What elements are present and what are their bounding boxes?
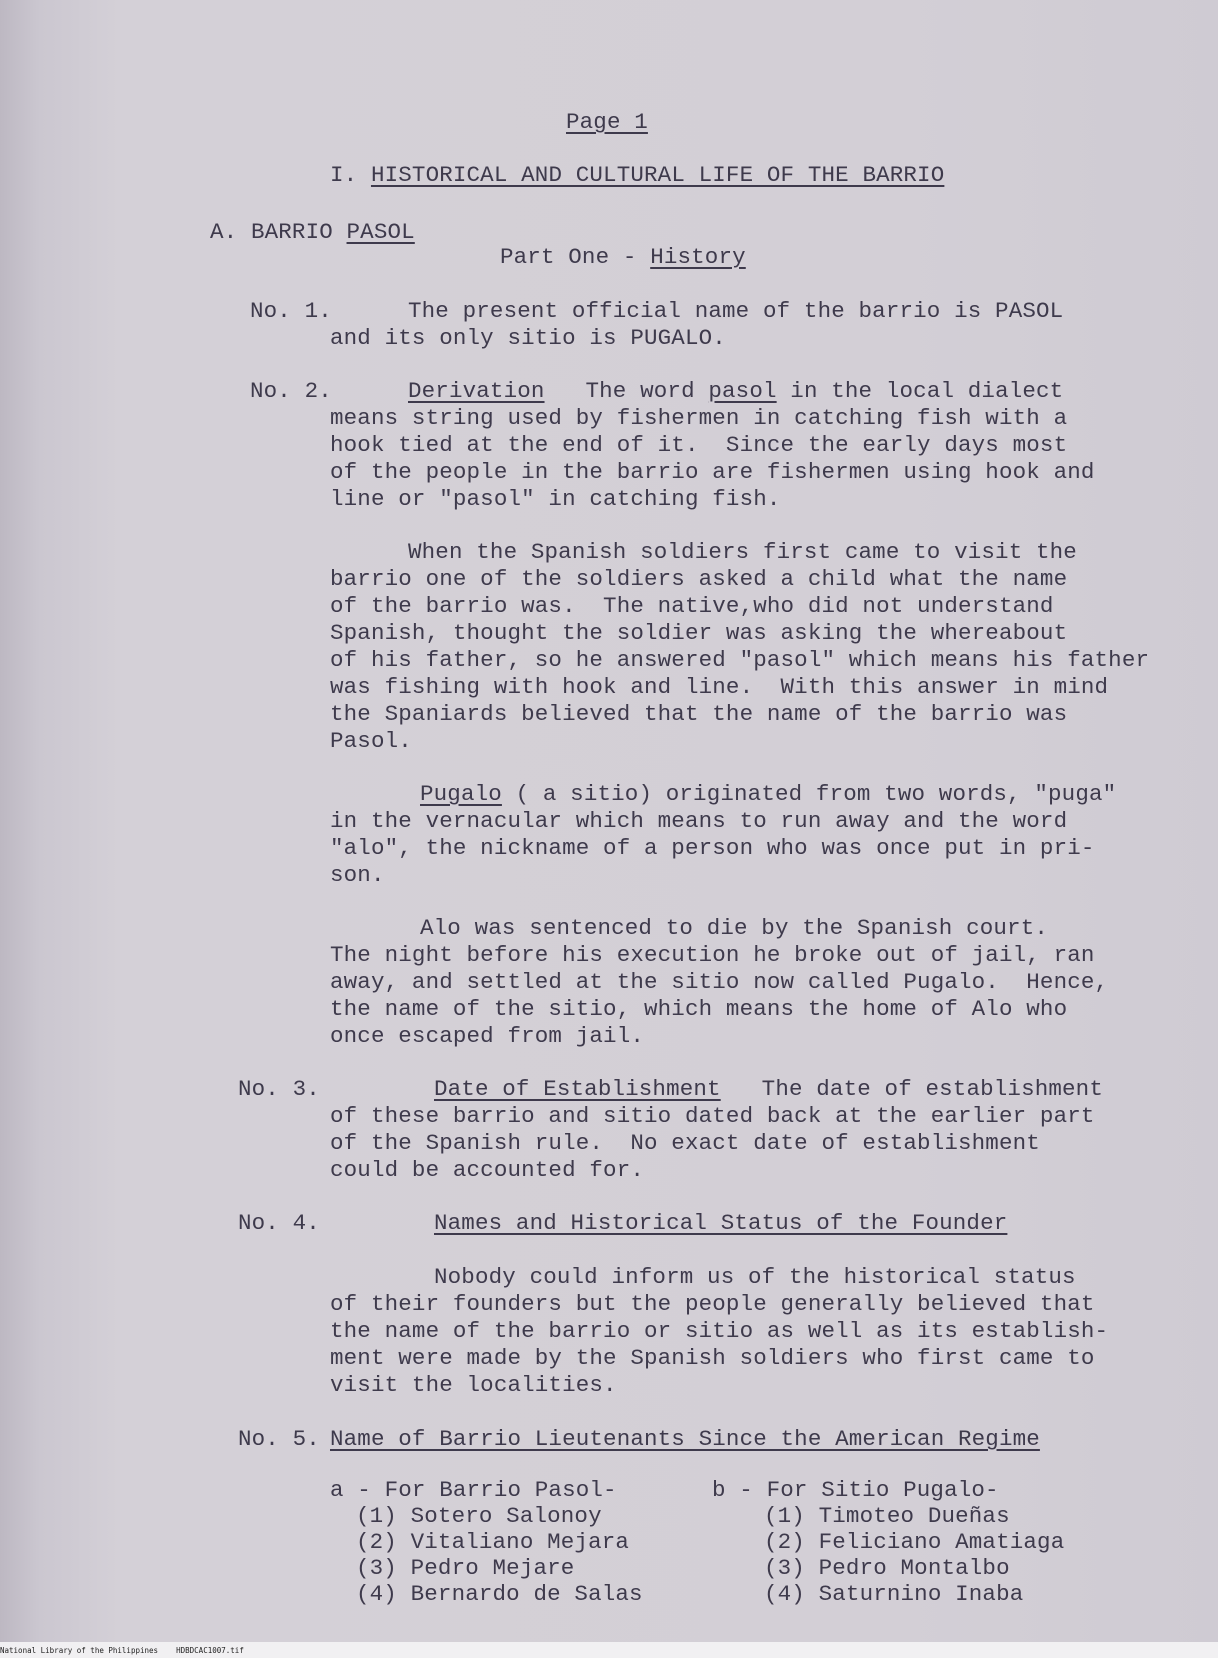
item-2-line: of the people in the barrio are fishermen using hook and [330,459,1095,485]
item-4-heading: Names and Historical Status of the Founder [434,1210,1008,1236]
item-2-line: line or "pasol" in catching fish. [330,486,781,512]
paragraph-line: Alo was sentenced to die by the Spanish court. [420,915,1049,941]
item-3-line: of the Spanish rule. No exact date of establishment [330,1130,1040,1156]
scan-footer-text: National Library of the Philippines HDBDCAC1007.tif [0,1646,244,1655]
subsection-prefix: A. BARRIO [210,219,333,245]
section-number: I. [330,162,358,188]
item-2-line: hook tied at the end of it. Since the early days most [330,432,1068,458]
item-3-line: of these barrio and sitio dated back at the earlier part [330,1103,1095,1129]
item-5-heading: Name of Barrio Lieutenants Since the American Regime [330,1426,1040,1452]
subsection-heading [210,219,415,246]
part-heading [500,244,746,271]
list-item: (4) Saturnino Inaba [764,1581,1024,1607]
paragraph-line: The night before his execution he broke out of jail, ran [330,942,1095,968]
list-item: (4) Bernardo de Salas [356,1581,643,1607]
part-topic: History [650,244,746,270]
item-2-line: means string used by fishermen in catching fish with a [330,405,1068,431]
paragraph-line: "alo", the nickname of a person who was once put in pri- [330,835,1095,861]
paragraph-line: the name of the barrio or sitio as well as its establish- [330,1318,1109,1344]
list-item: (2) Feliciano Amatiaga [764,1529,1065,1555]
item-number-3: No. 3. [238,1076,320,1102]
paragraph-line: of his father, so he answered "pasol" which means his father [330,647,1150,673]
item-3-heading: Date of Establishment [434,1076,721,1102]
subsection-name: PASOL [346,219,415,245]
paragraph-line: once escaped from jail. [330,1023,645,1049]
list-a-heading: a - For Barrio Pasol- [330,1477,617,1503]
paragraph-line: the Spaniards believed that the name of the barrio was [330,701,1068,727]
paragraph-line: Spanish, thought the soldier was asking the whereabout [330,620,1068,646]
paragraph-line: away, and settled at the sitio now called Pugalo. Hence, [330,969,1109,995]
paragraph-line: ment were made by the Spanish soldiers who first came to [330,1345,1095,1371]
paragraph-line: barrio one of the soldiers asked a child what the name [330,566,1068,592]
section-heading [330,162,944,189]
list-item: (2) Vitaliano Mejara [356,1529,630,1555]
paragraph-line: the name of the sitio, which means the home of Alo who [330,996,1068,1022]
list-item: (3) Pedro Mejare [356,1555,575,1581]
paragraph-line: in the vernacular which means to run away and the word [330,808,1068,834]
item-number-2: No. 2. [250,378,332,404]
item-1-line-1: The present official name of the barrio is PASOL [408,298,1064,324]
paragraph-line: son. [330,862,385,888]
pugalo-term: Pugalo [420,781,502,807]
list-item: (1) Sotero Salonoy [356,1503,602,1529]
part-label: Part One - [500,244,637,270]
item-2-heading: Derivation [408,378,545,404]
paragraph-line: Nobody could inform us of the historical status [434,1264,1076,1290]
pugalo-first-line: Pugalo ( a sitio) originated from two words, "puga" [420,781,1117,807]
list-item: (3) Pedro Montalbo [764,1555,1010,1581]
item-number-1: No. 1. [250,298,332,324]
paragraph-line: of their founders but the people generally believed that [330,1291,1095,1317]
section-title: HISTORICAL AND CULTURAL LIFE OF THE BARRIO [370,162,945,188]
paragraph-line: of the barrio was. The native,who did not understand [330,593,1054,619]
item-2-first-line: Derivation The word pasol in the local dialect [408,378,1064,404]
item-1-line-2: and its only sitio is PUGALO. [330,325,726,351]
paragraph-line: Pasol. [330,728,412,754]
item-3-line: could be accounted for. [330,1157,645,1183]
list-b-heading: b - For Sitio Pugalo- [712,1477,999,1503]
page-number: Page 1 [566,109,648,135]
paragraph-line: visit the localities. [330,1372,617,1398]
item-number-4: No. 4. [238,1210,320,1236]
list-item: (1) Timoteo Dueñas [764,1503,1010,1529]
paragraph-line: When the Spanish soldiers first came to visit the [408,539,1077,565]
item-3-first-line: Date of Establishment The date of establishment [434,1076,1103,1102]
paragraph-line: was fishing with hook and line. With this answer in mind [330,674,1109,700]
item-number-5: No. 5. [238,1426,320,1452]
